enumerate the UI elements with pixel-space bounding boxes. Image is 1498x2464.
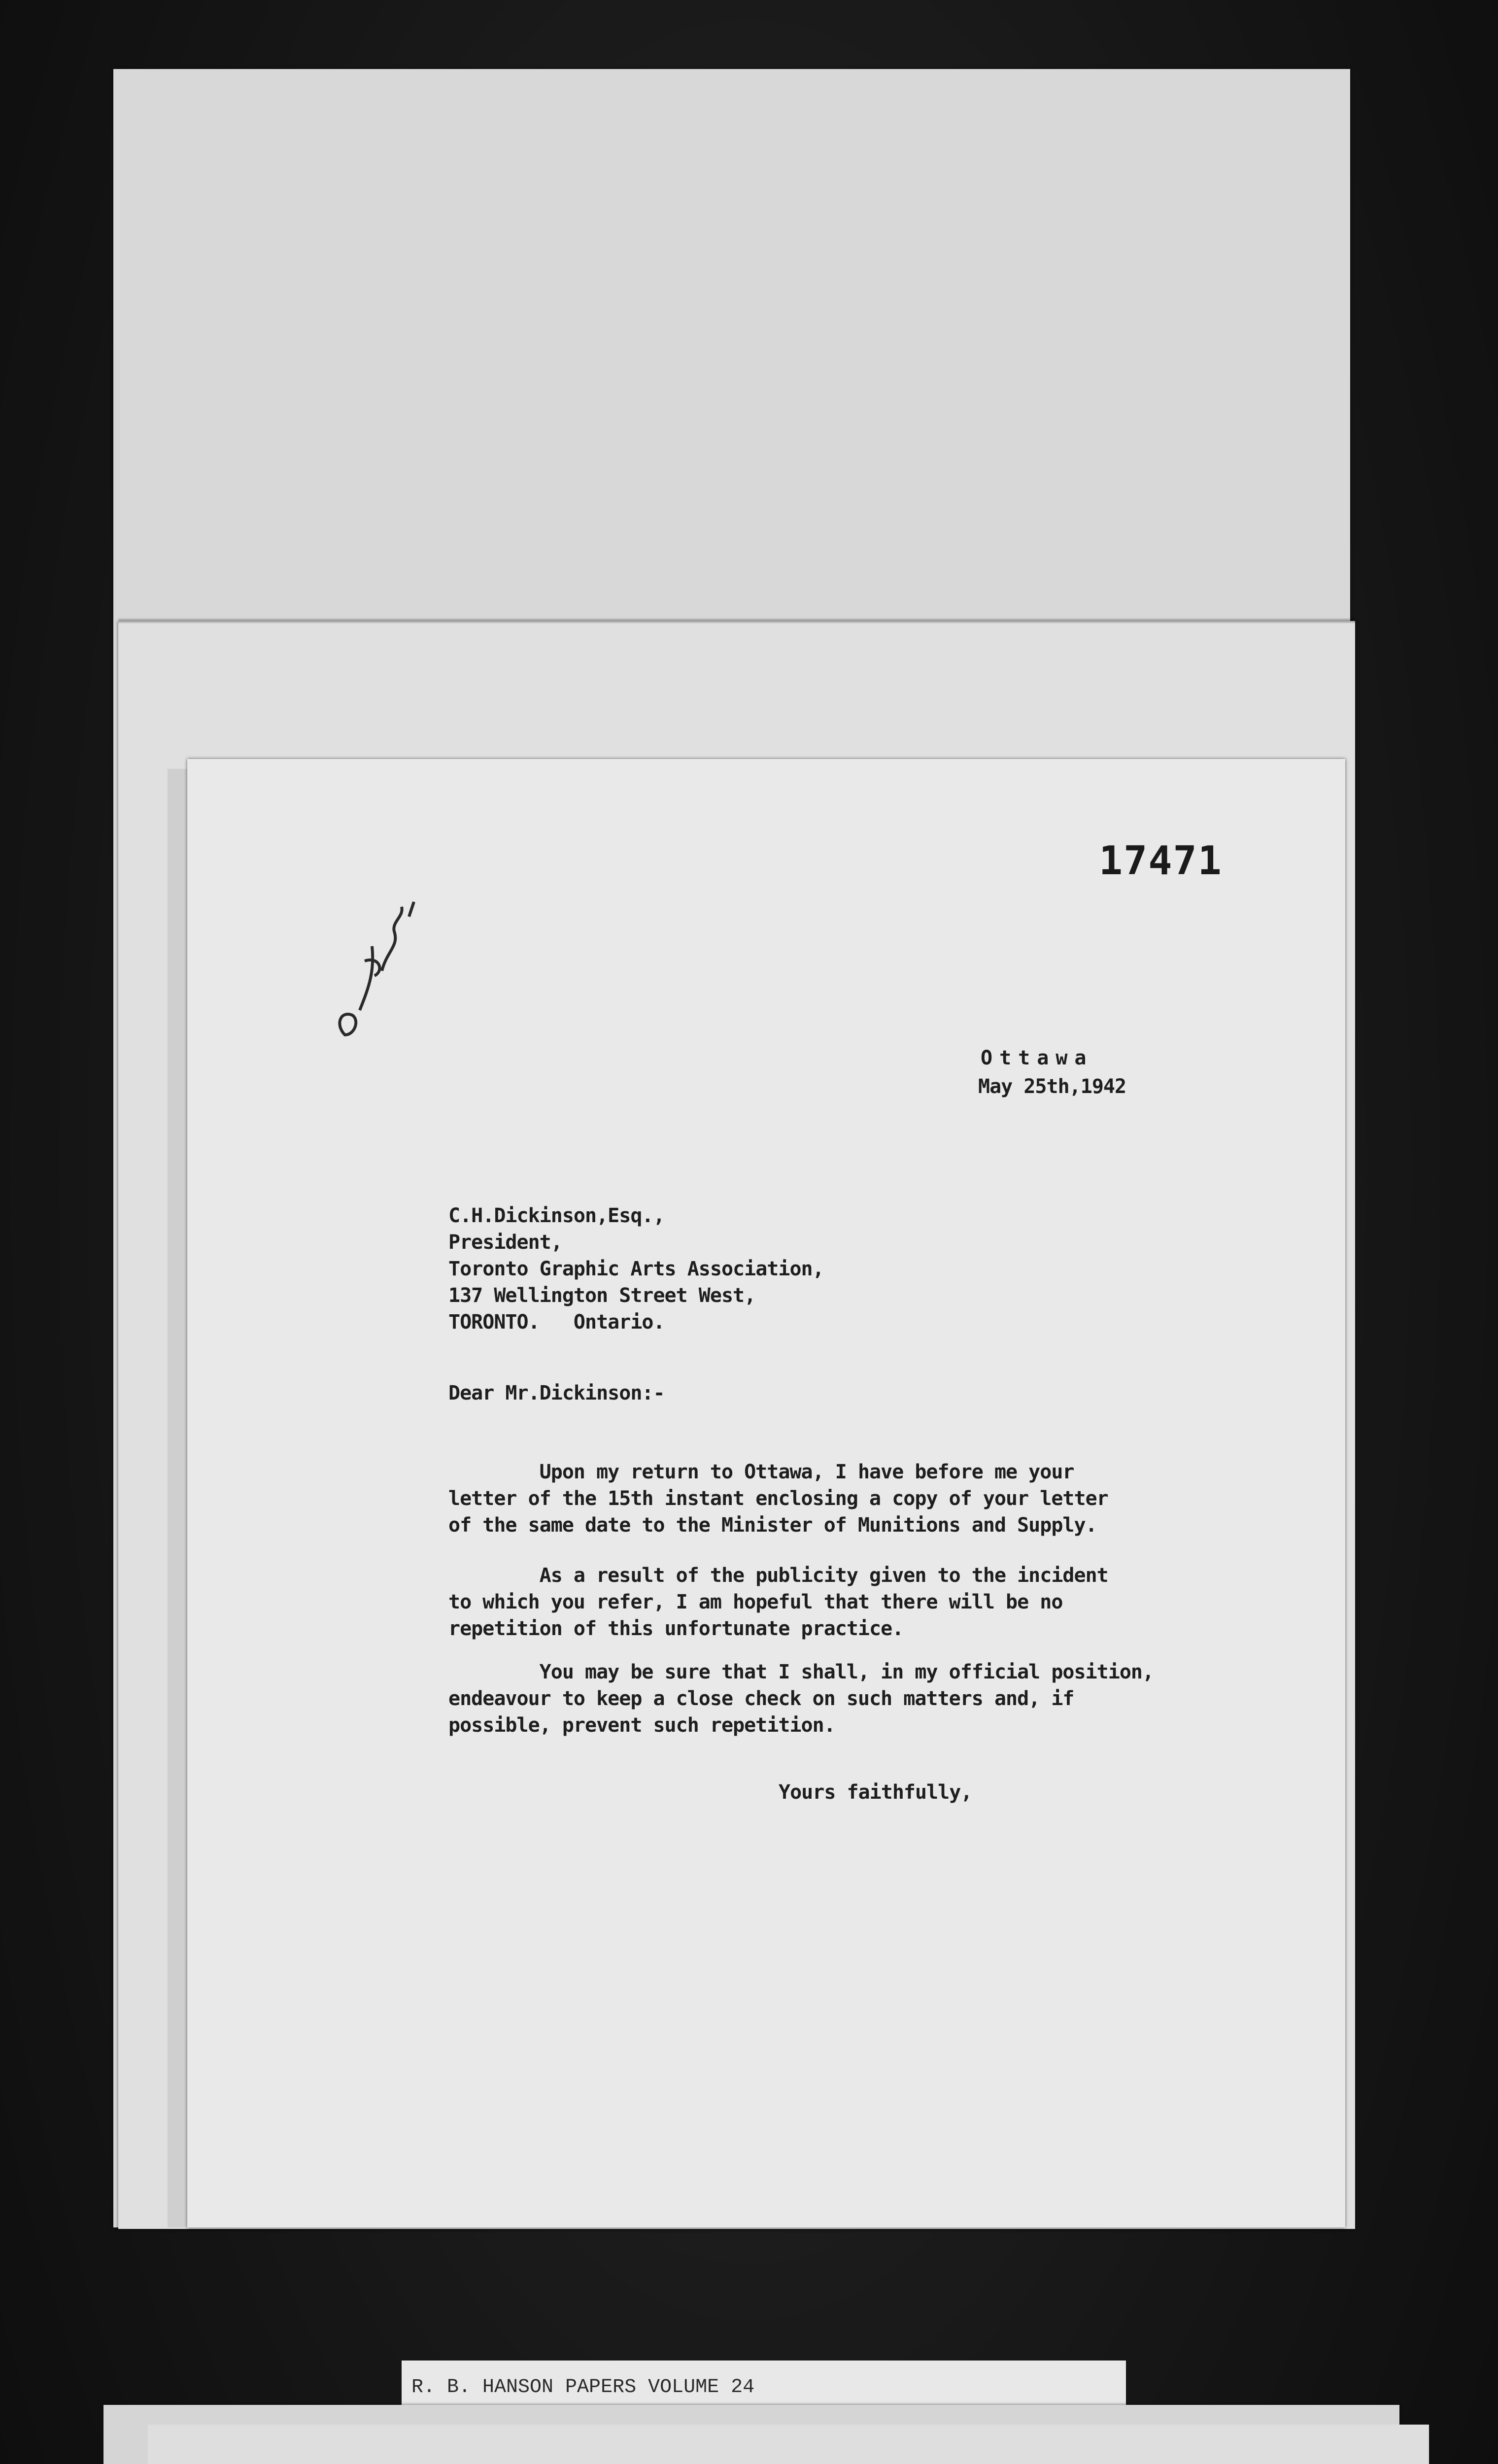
paragraph-line: Upon my return to Ottawa, I have before me your	[448, 1461, 1074, 1483]
closing: Yours faithfully,	[779, 1781, 972, 1804]
paragraph-line: You may be sure that I shall, in my official position,	[448, 1661, 1154, 1683]
salutation: Dear Mr.Dickinson:-	[448, 1382, 665, 1404]
address-line: C.H.Dickinson,Esq.,	[448, 1204, 665, 1227]
address-line: 137 Wellington Street West,	[448, 1284, 756, 1307]
address-line: TORONTO. Ontario.	[448, 1311, 665, 1334]
address-line: President,	[448, 1231, 562, 1254]
archive-card	[103, 2405, 1399, 2464]
paragraph-line: endeavour to keep a close check on such matters and, if	[448, 1687, 1074, 1710]
document-number: 17471	[1099, 838, 1223, 884]
paragraph-line: letter of the 15th instant enclosing a copy of your letter	[448, 1487, 1108, 1510]
address-line: Toronto Graphic Arts Association,	[448, 1258, 824, 1280]
paragraph-line: As a result of the publicity given to the incident	[448, 1564, 1108, 1587]
paragraph-line: possible, prevent such repetition.	[448, 1714, 835, 1737]
handwritten-annotation-icon	[325, 887, 434, 1050]
letter-place: Ottawa	[981, 1047, 1093, 1069]
paragraph-line: of the same date to the Minister of Munitions and Supply.	[448, 1514, 1097, 1537]
letter-date: May 25th,1942	[978, 1075, 1126, 1098]
paragraph-line: repetition of this unfortunate practice.	[448, 1617, 904, 1640]
paragraph-line: to which you refer, I am hopeful that there will be no	[448, 1591, 1063, 1613]
collection-label: R. B. HANSON PAPERS VOLUME 24	[402, 2361, 1126, 2415]
archive-card-inner	[148, 2425, 1429, 2464]
fold-line	[118, 618, 1355, 623]
